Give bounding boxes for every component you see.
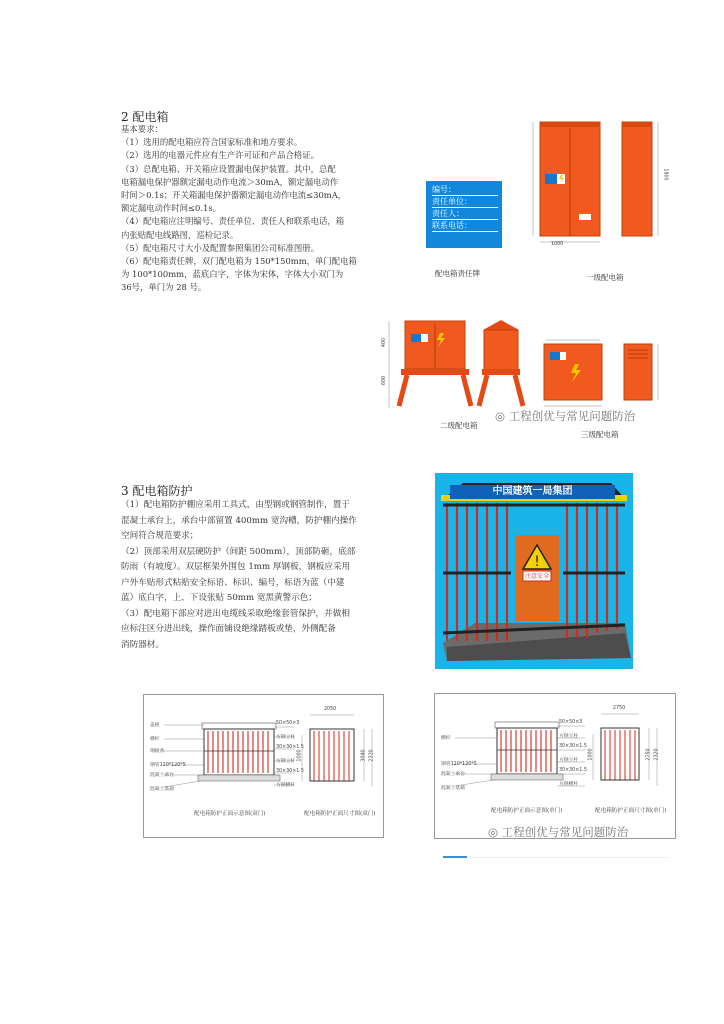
drawing-label: 方钢立杆 <box>559 758 579 763</box>
text-line: 基本要求： <box>121 124 163 134</box>
drawing-caption: 配电箱防护正面尺寸图(双门) <box>304 811 376 817</box>
drawing-label: 30×30×1.5 <box>276 769 304 774</box>
dim-label: 2320 <box>369 749 375 762</box>
section2-title: 2 配电箱 <box>121 110 169 124</box>
text-line: 额定漏电动作时间≤0.1s。 <box>121 203 222 214</box>
drawing-single-door <box>434 693 676 839</box>
text-line: （2）顶部采用双层硬防护（间距 500mm），顶部防砸，底部 <box>121 546 356 557</box>
drawing-label: 混凝土承台 <box>441 772 465 777</box>
drawing-label: 混凝土基础 <box>441 786 465 791</box>
drawing-label: 钢管120*120*5 <box>441 762 477 767</box>
drawing-label: 混凝土基础 <box>150 787 174 792</box>
text-line: （5）配电箱尺寸大小及配置参照集团公司标准图册。 <box>121 242 319 253</box>
text-line: （4）配电箱应注明编号、责任单位、责任人和联系电话，箱 <box>121 216 345 227</box>
watermark: ◎ 工程创优与常见问题防治 <box>488 825 629 839</box>
level1-box-side <box>622 122 652 236</box>
card-caption: 配电箱责任牌 <box>435 269 480 278</box>
level2-box-figure <box>383 316 533 416</box>
section2-body <box>121 123 357 295</box>
text-line: 空间符合规范要求； <box>121 531 199 541</box>
drawing-label: 方钢立柱 <box>559 734 579 739</box>
drawing-label: 方钢横杆 <box>559 782 579 787</box>
text-line: 内张贴配电线路图，巡检记录。 <box>121 229 239 240</box>
drawing-label: 30×30×1.5 <box>276 745 304 750</box>
drawing-label: 50×50×3 <box>276 721 300 726</box>
text-line: （6）配电箱责任牌，双门配电箱为 150*150mm，单门配电箱 <box>121 256 357 267</box>
shed-photo <box>435 473 633 669</box>
drawing-label: 30×30×1.5 <box>559 744 587 749</box>
dim-label: 600 <box>382 375 388 386</box>
drawing-caption: 配电箱防护正面尺寸图(单门) <box>595 808 667 814</box>
text-line: 混凝土承台上，承台中部留置 400mm 宽沟槽，防护棚内操作 <box>121 515 357 526</box>
dim-label: 2750 <box>613 706 626 711</box>
drawing-label: 横杆 <box>441 736 451 741</box>
card-row: 责任人： <box>432 208 498 220</box>
text-line: 蓝）底白字，上、下设张贴 50mm 宽黑黄警示色； <box>121 593 317 603</box>
drawing-label: 钢管120*120*5 <box>150 763 186 768</box>
dim-label: 2750 <box>646 748 652 761</box>
dim-label: 2050 <box>324 707 337 712</box>
drawing-label: 方钢横杆 <box>276 783 296 788</box>
decorative-strip <box>443 856 467 858</box>
text-line: （3）配电箱下部应对进出电缆线采取绝缘套管保护，并做相 <box>121 608 350 619</box>
drawing-caption: 配电箱防护正面示意图(单门) <box>491 808 563 814</box>
drawing-label: 横杆 <box>150 737 160 742</box>
text-line: 户外车贴形式粘贴安全标语、标识、编号，标语为蓝（中建 <box>121 577 345 588</box>
card-row: 责任单位： <box>432 196 498 208</box>
text-line: 电箱漏电保护器额定漏电动作电流＞30mA，额定漏电动作 <box>121 176 339 187</box>
level2-caption: 二级配电箱 <box>440 421 478 430</box>
level1-caption: 一级配电箱 <box>586 273 624 282</box>
section3-title: 3 配电箱防护 <box>121 484 193 498</box>
card-row: 编号： <box>432 184 498 196</box>
text-line: 为 100*100mm，蓝底白字，字体为宋体，字体大小双门为 <box>121 269 344 280</box>
drawing-double-door <box>143 694 384 838</box>
svg-text:!: ! <box>534 554 540 570</box>
text-line: （3）总配电箱、开关箱应设置漏电保护装置。其中，总配 <box>121 163 336 174</box>
dim-label: 3040 <box>361 749 367 762</box>
dim-label: 1000 <box>588 748 594 761</box>
dim-label: 2320 <box>654 748 660 761</box>
drawing-label: 方钢立柱 <box>276 735 296 740</box>
drawing-label: 混凝土承台 <box>150 773 174 778</box>
watermark: ◎ 工程创优与常见问题防治 <box>495 409 636 423</box>
level2-box-side <box>484 330 518 370</box>
dim-label: 400 <box>382 337 388 348</box>
text-line: （2）选用的电器元件应有生产许可证和产品合格证。 <box>121 150 319 161</box>
dim-label: 1800 <box>662 168 668 181</box>
level3-caption: 三级配电箱 <box>581 430 619 439</box>
level3-box-side <box>624 344 652 400</box>
text-line: （1）配电箱防护棚应采用工具式，由型钢或钢管制作，置于 <box>121 500 350 510</box>
dim-label: 1000 <box>297 749 303 762</box>
drawing-caption: 配电箱防护正面示意图(双门) <box>194 811 266 817</box>
card-row: 联系电话： <box>432 220 498 232</box>
text-line: 防雨（有坡度）。双层框架外围包 1mm 厚钢板，钢板应采用 <box>121 562 351 572</box>
drawing-label: 方钢立杆 <box>276 759 296 764</box>
text-line: 时间＞0.1s；开关箱漏电保护器额定漏电动作电流≤30mA， <box>121 190 347 201</box>
decorative-line <box>470 857 668 858</box>
text-line: 应标注区分进出线，操作面铺设绝缘踏板或垫，外侧配备 <box>121 624 336 634</box>
dim-label: 1000 <box>551 242 564 247</box>
shed-banner: 中国建筑一局集团 <box>450 485 615 499</box>
level1-box-figure <box>530 118 670 250</box>
drawing-label: 30×30×1.5 <box>559 768 587 773</box>
drawing-label: 钢板条 <box>150 749 165 754</box>
text-line: （1）选用的配电箱应符合国家标准和地方要求。 <box>121 137 303 148</box>
section3-body <box>121 498 357 653</box>
wechat-icon: ◎ <box>495 409 506 423</box>
drawing-label: 50×50×3 <box>559 720 583 725</box>
responsibility-card <box>426 181 502 248</box>
text-line: 36号，单门为 28 号。 <box>121 282 207 293</box>
shed-sign: 注意安全 <box>524 573 549 580</box>
level3-box-figure <box>540 332 670 414</box>
drawing-label: 盖板 <box>150 723 160 728</box>
text-line: 消防器材。 <box>121 639 164 650</box>
wechat-icon: ◎ <box>488 825 499 839</box>
